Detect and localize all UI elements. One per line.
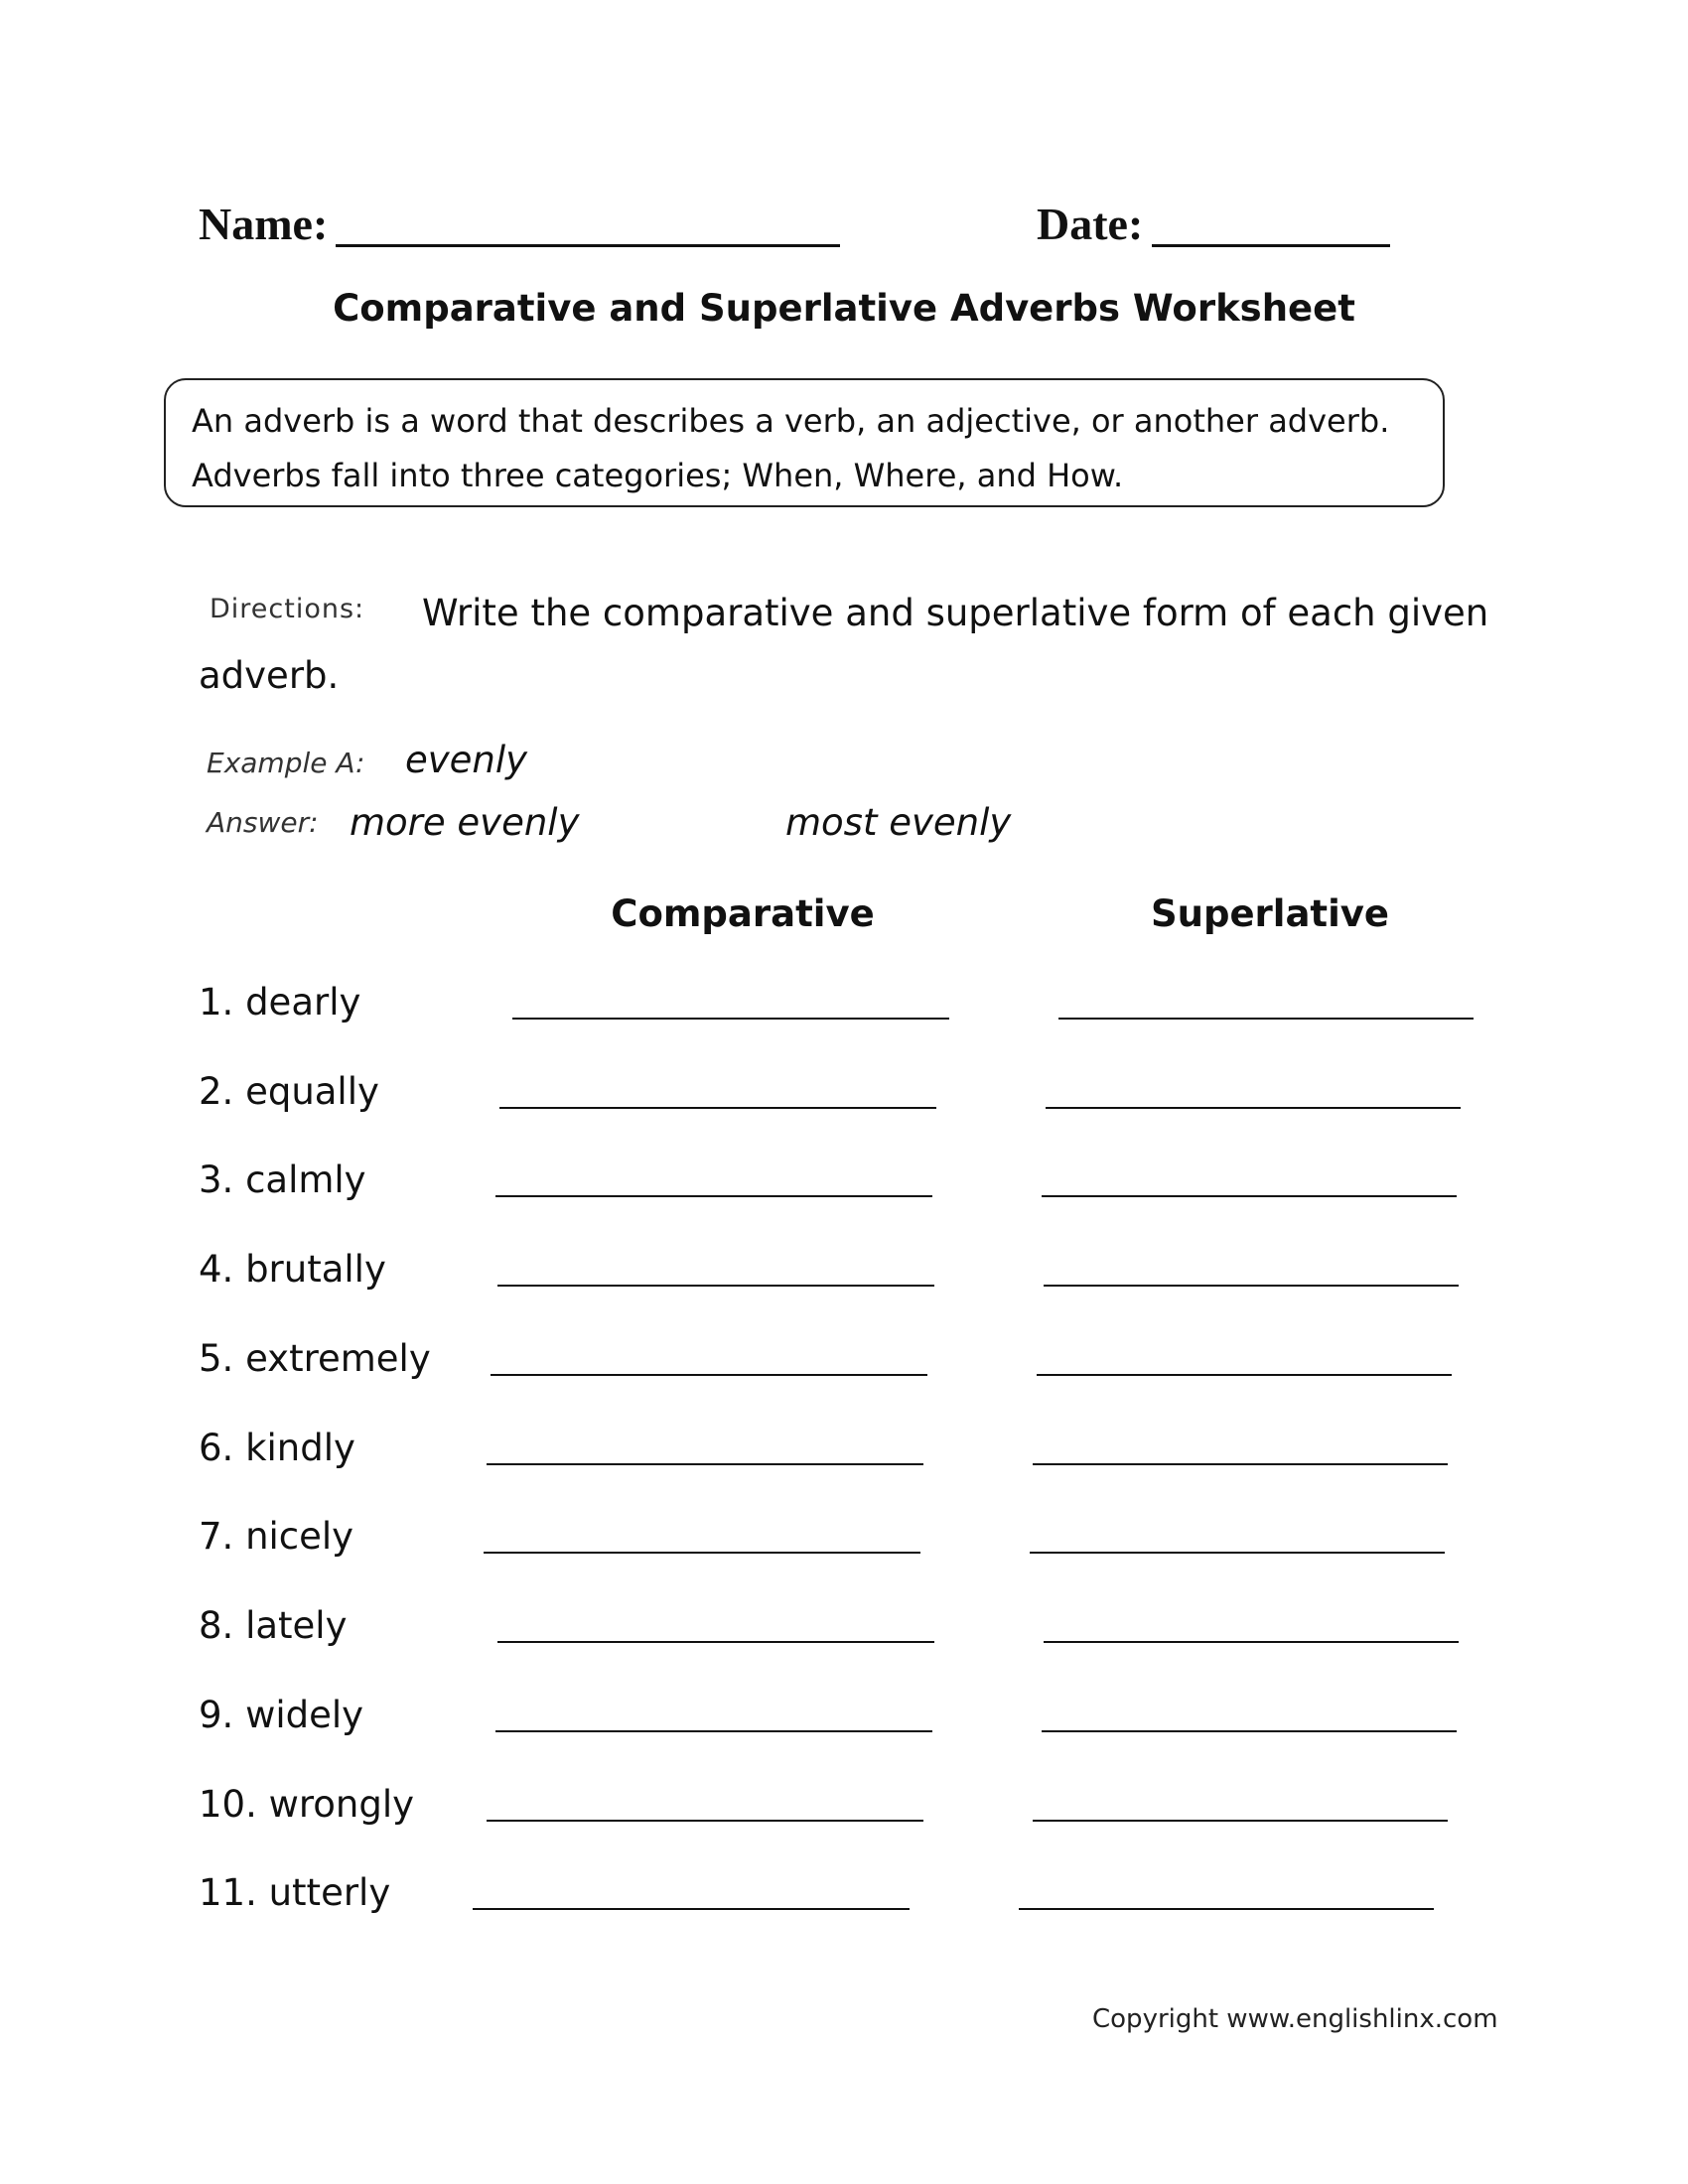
comparative-blank-11[interactable] [473,1908,910,1910]
item-label-5: 5. extremely [199,1337,431,1380]
superlative-blank-2[interactable] [1046,1107,1461,1109]
item-label-11: 11. utterly [199,1871,391,1914]
superlative-blank-9[interactable] [1042,1730,1457,1732]
item-label-2: 2. equally [199,1070,379,1113]
item-label-10: 10. wrongly [199,1783,415,1826]
column-header-comparative: Comparative [611,892,875,935]
comparative-blank-2[interactable] [499,1107,936,1109]
superlative-blank-5[interactable] [1037,1374,1452,1376]
answer-label: Answer: [207,806,319,839]
comparative-blank-1[interactable] [512,1018,949,1020]
superlative-blank-4[interactable] [1044,1285,1459,1287]
directions-label: Directions: [210,594,365,624]
example-superlative: most evenly [785,801,1012,844]
name-label: Name: [199,199,329,249]
definition-line-2: Adverbs fall into three categories; When, Where, and How. [192,457,1124,494]
example-comparative: more evenly [350,801,580,844]
item-label-3: 3. calmly [199,1159,366,1201]
comparative-blank-4[interactable] [497,1285,934,1287]
item-label-9: 9. widely [199,1694,364,1736]
worksheet-title: Comparative and Superlative Adverbs Worksheet [333,287,1355,330]
superlative-blank-7[interactable] [1030,1552,1445,1554]
item-label-8: 8. lately [199,1604,348,1647]
comparative-blank-10[interactable] [487,1820,923,1822]
copyright-text: Copyright www.englishlinx.com [1092,2004,1498,2034]
comparative-blank-6[interactable] [487,1463,923,1465]
comparative-blank-3[interactable] [495,1195,932,1197]
column-header-superlative: Superlative [1150,892,1390,935]
comparative-blank-7[interactable] [484,1552,920,1554]
item-label-1: 1. dearly [199,981,361,1024]
date-label: Date: [1037,199,1144,249]
name-field[interactable] [336,244,840,247]
superlative-blank-11[interactable] [1019,1908,1434,1910]
directions-text-line-2: adverb. [199,654,340,697]
superlative-blank-8[interactable] [1044,1641,1459,1643]
comparative-blank-5[interactable] [491,1374,927,1376]
superlative-blank-3[interactable] [1042,1195,1457,1197]
example-word: evenly [405,739,528,781]
item-label-6: 6. kindly [199,1427,355,1469]
date-field[interactable] [1152,244,1390,247]
superlative-blank-1[interactable] [1058,1018,1474,1020]
superlative-blank-6[interactable] [1033,1463,1448,1465]
comparative-blank-8[interactable] [497,1641,934,1643]
superlative-blank-10[interactable] [1033,1820,1448,1822]
example-label: Example A: [207,747,365,779]
definition-line-1: An adverb is a word that describes a verb, an adjective, or another adverb. [192,402,1390,440]
comparative-blank-9[interactable] [495,1730,932,1732]
item-label-7: 7. nicely [199,1515,354,1558]
item-label-4: 4. brutally [199,1248,386,1291]
directions-text-line-1: Write the comparative and superlative form of each given [422,592,1489,634]
